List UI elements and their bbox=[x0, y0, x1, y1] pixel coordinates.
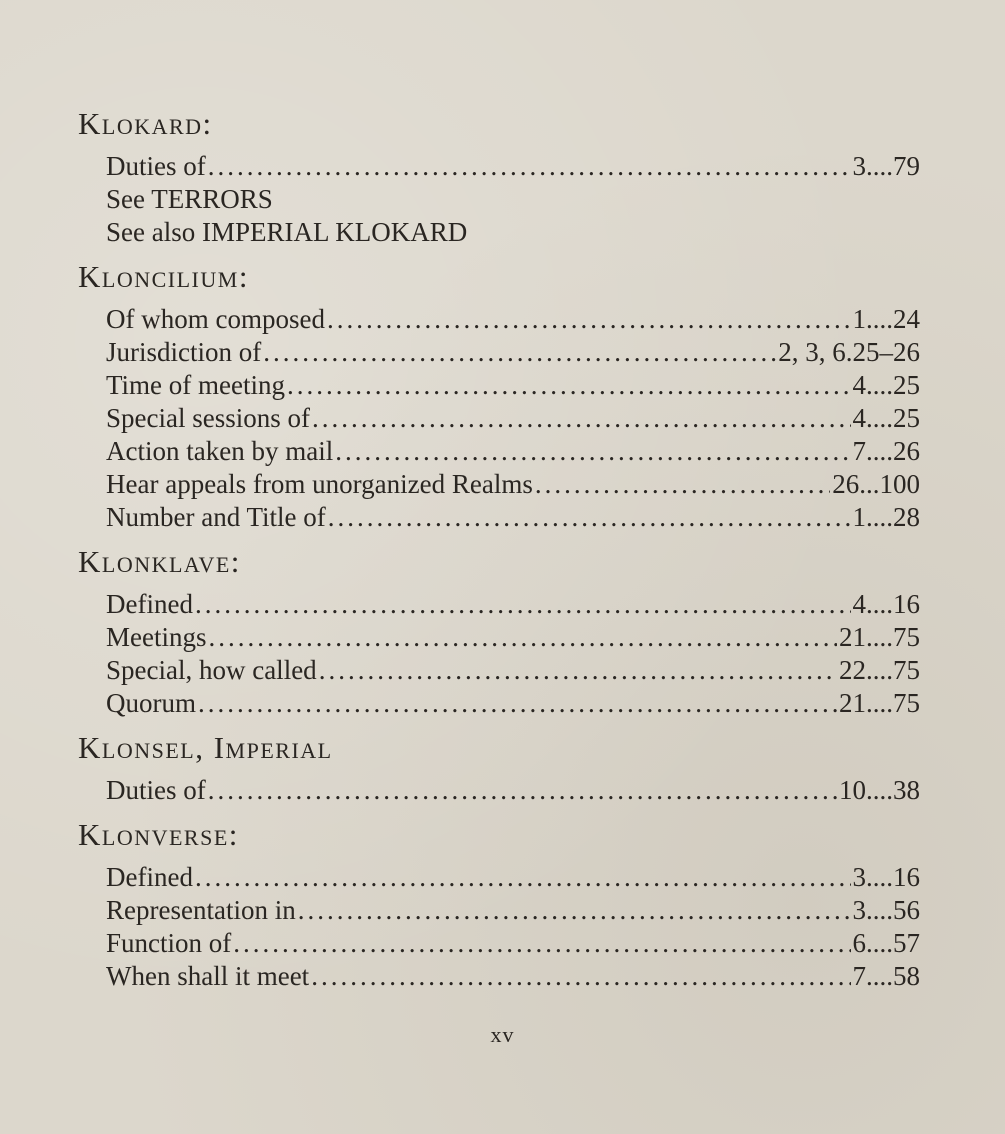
entry-label: Jurisdiction of bbox=[106, 337, 262, 367]
entry-label: When shall it meet bbox=[106, 961, 310, 991]
index-entry bbox=[106, 435, 920, 468]
section-heading-klonklave: Klonklave: bbox=[78, 544, 241, 579]
entry-label: Of whom composed bbox=[106, 304, 325, 334]
page-number: xv bbox=[490, 1022, 515, 1047]
entry-label: Special, how called bbox=[106, 655, 317, 685]
section-entries-klonklave bbox=[106, 588, 920, 720]
entry-reference: 7....26 bbox=[852, 436, 920, 466]
cross-reference: See TERRORS bbox=[106, 184, 273, 214]
section-heading-kloncilium: Kloncilium: bbox=[78, 259, 249, 294]
entry-reference: 1....28 bbox=[852, 502, 920, 532]
entry-label: Duties of bbox=[106, 775, 206, 805]
entry-label: Number and Title of bbox=[106, 502, 326, 532]
index-entry bbox=[106, 303, 920, 336]
dot-leader bbox=[208, 774, 837, 807]
entry-reference: 4....16 bbox=[852, 589, 920, 619]
entry-label: Quorum bbox=[106, 688, 196, 718]
cross-reference: See also IMPERIAL KLOKARD bbox=[106, 217, 468, 247]
dot-leader bbox=[198, 687, 837, 720]
index-entry bbox=[106, 960, 920, 993]
entry-reference: 21....75 bbox=[839, 622, 920, 652]
index-entry bbox=[106, 927, 920, 960]
index-entry bbox=[106, 894, 920, 927]
entry-label: Special sessions of bbox=[106, 403, 310, 433]
entry-reference: 21....75 bbox=[839, 688, 920, 718]
index-entry bbox=[106, 687, 920, 720]
index-entry bbox=[106, 150, 920, 183]
section-entries-kloncilium bbox=[106, 303, 920, 534]
dot-leader bbox=[535, 468, 830, 501]
index-entry bbox=[106, 336, 920, 369]
entry-reference: 6....57 bbox=[852, 928, 920, 958]
dot-leader bbox=[195, 588, 851, 621]
entry-reference: 1....24 bbox=[852, 304, 920, 334]
entry-reference: 2, 3, 6.25–26 bbox=[778, 337, 920, 367]
entry-label: Function of bbox=[106, 928, 232, 958]
entry-label: Defined bbox=[106, 862, 193, 892]
dot-leader bbox=[311, 960, 850, 993]
dot-leader bbox=[208, 150, 851, 183]
index-entry bbox=[106, 861, 920, 894]
dot-leader bbox=[233, 927, 850, 960]
index-entry bbox=[106, 654, 920, 687]
dot-leader bbox=[287, 369, 851, 402]
entry-reference: 10....38 bbox=[839, 775, 920, 805]
index-entry bbox=[106, 369, 920, 402]
index-entry bbox=[106, 774, 920, 807]
index-list bbox=[78, 102, 920, 993]
dot-leader bbox=[327, 303, 851, 336]
dot-leader bbox=[263, 336, 776, 369]
entry-label: Hear appeals from unorganized Realms bbox=[106, 469, 533, 499]
dot-leader bbox=[335, 435, 850, 468]
section-heading-klokard: Klokard: bbox=[78, 106, 213, 141]
index-entry bbox=[106, 402, 920, 435]
dot-leader bbox=[209, 621, 838, 654]
entry-reference: 22....75 bbox=[839, 655, 920, 685]
section-heading-klonsel-imperial: Klonsel, Imperial bbox=[78, 730, 333, 765]
index-entry bbox=[106, 621, 920, 654]
entry-reference: 3....16 bbox=[852, 862, 920, 892]
dot-leader bbox=[319, 654, 837, 687]
entry-label: Action taken by mail bbox=[106, 436, 334, 466]
dot-leader bbox=[195, 861, 851, 894]
entry-reference: 3....79 bbox=[852, 151, 920, 181]
index-entry bbox=[106, 501, 920, 534]
entry-label: Meetings bbox=[106, 622, 207, 652]
entry-label: Defined bbox=[106, 589, 193, 619]
entry-label: Duties of bbox=[106, 151, 206, 181]
entry-reference: 3....56 bbox=[852, 895, 920, 925]
entry-label: Representation in bbox=[106, 895, 296, 925]
section-entries-klonsel-imperial bbox=[106, 774, 920, 807]
section-entries-klokard bbox=[106, 150, 920, 249]
section-entries-klonverse bbox=[106, 861, 920, 993]
dot-leader bbox=[312, 402, 851, 435]
entry-reference: 7....58 bbox=[852, 961, 920, 991]
section-heading-klonverse: Klonverse: bbox=[78, 817, 239, 852]
entry-label: Time of meeting bbox=[106, 370, 285, 400]
index-entry bbox=[106, 588, 920, 621]
entry-reference: 4....25 bbox=[852, 403, 920, 433]
dot-leader bbox=[298, 894, 851, 927]
index-entry bbox=[106, 468, 920, 501]
entry-reference: 4....25 bbox=[852, 370, 920, 400]
entry-reference: 26...100 bbox=[832, 469, 920, 499]
dot-leader bbox=[328, 501, 851, 534]
